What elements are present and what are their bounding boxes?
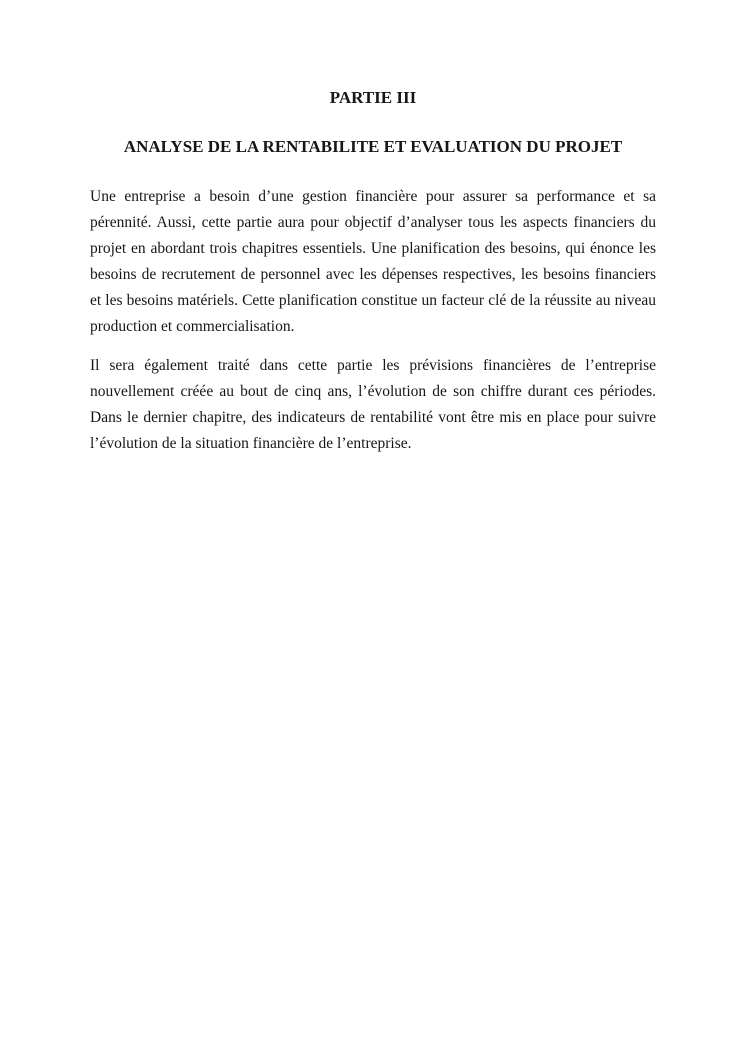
paragraph-overview: Il sera également traité dans cette partie les prévisions financières de l’entreprise nouvellement créée au bout de cinq ans, l’évolution de son chiffre durant ces périodes. Dans le dernier chapitre, des indicateurs de rentabilité vont être mis en place pour suivre l’évolution de la situation financière de l’entreprise. (90, 357, 656, 452)
paragraph-intro: Une entreprise a besoin d’une gestion financière pour assurer sa performance et sa pérennité. Aussi, cette partie aura pour objectif d’analyser tous les aspects financiers du projet en abordant trois chapitres essentiels. Une planification des besoins, qui énonce les besoins de recrutement de personnel avec les dépenses respectives, les besoins financiers et les besoins matériels. Cette planification constitue un facteur clé de la réussite au niveau production et commercialisation. (90, 188, 656, 335)
document-body (90, 184, 656, 457)
document-title-heading: ANALYSE DE LA RENTABILITE ET EVALUATION DU PROJET (123, 137, 623, 156)
part-label-heading: PARTIE III (329, 88, 417, 107)
